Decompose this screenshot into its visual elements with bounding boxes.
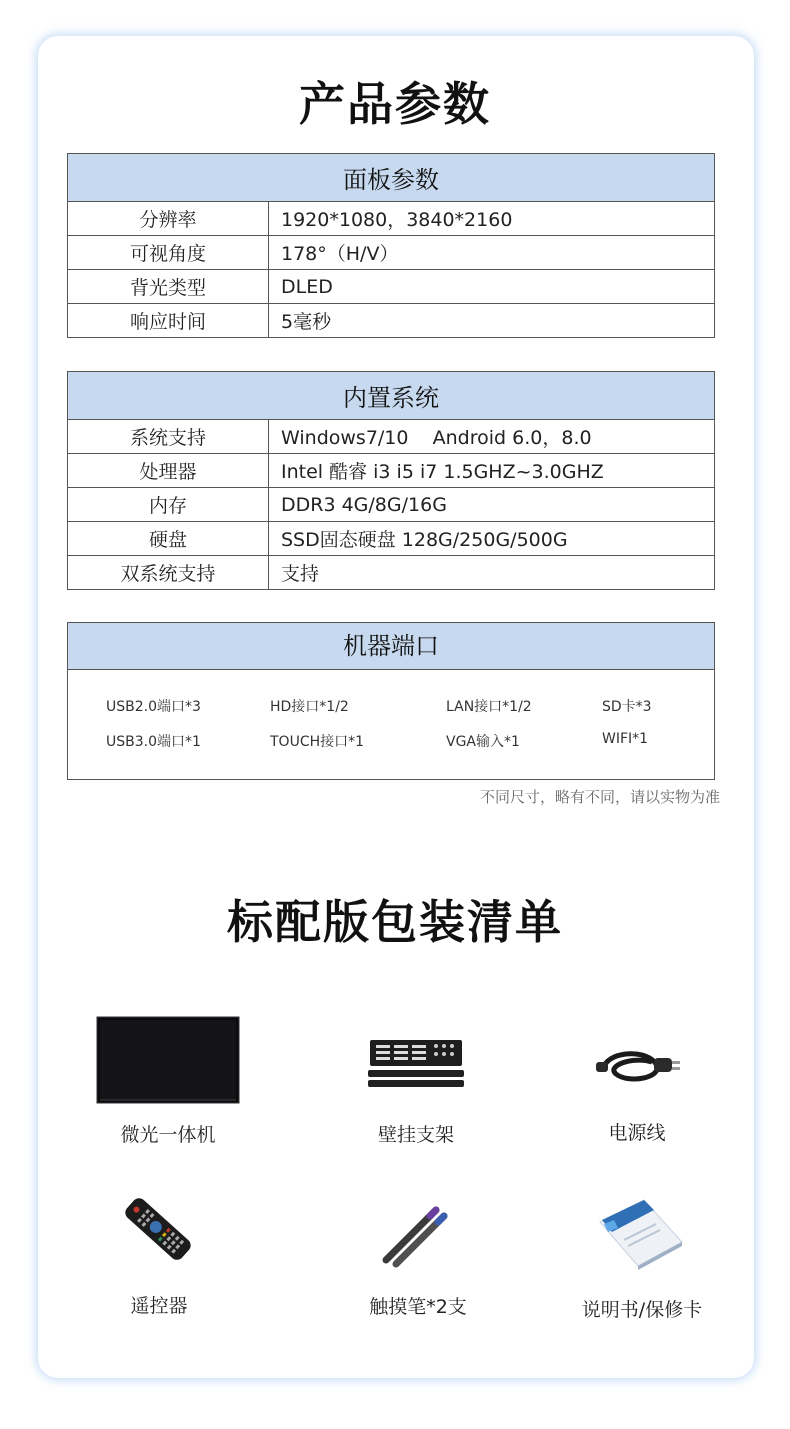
row-key: 双系统支持 [68, 556, 269, 590]
row-key: 系统支持 [68, 420, 269, 454]
row-value: Windows7/10 Android 6.0，8.0 [269, 420, 715, 454]
power-cable-icon [592, 1044, 688, 1088]
ports-box [67, 622, 715, 780]
table-header: 面板参数 [68, 154, 715, 202]
table-row [68, 420, 715, 454]
row-key: 处理器 [68, 454, 269, 488]
row-key: 可视角度 [68, 236, 269, 270]
package-item-label: 壁挂支架 [377, 1124, 454, 1146]
monitor-icon [96, 1016, 240, 1106]
port-item: USB3.0端口*1 [106, 734, 201, 750]
table-row [68, 556, 715, 590]
package-item-label: 电源线 [608, 1122, 666, 1144]
row-value: Intel 酷睿 i3 i5 i7 1.5GHZ~3.0GHZ [269, 454, 715, 488]
row-value: 178°（H/V） [269, 236, 715, 270]
size-note: 不同尺寸，略有不同，请以实物为准 [479, 788, 720, 806]
table-row [68, 454, 715, 488]
panel-params-table [67, 153, 715, 338]
system-table [67, 371, 715, 590]
table-row [68, 202, 715, 236]
table-row [68, 488, 715, 522]
row-key: 分辨率 [68, 202, 269, 236]
row-value: DDR3 4G/8G/16G [269, 488, 715, 522]
section-title-package: 标配版包装清单 [227, 895, 563, 949]
port-item: HD接口*1/2 [270, 699, 349, 715]
manual-icon [594, 1196, 686, 1272]
package-item-label: 说明书/保修卡 [581, 1299, 703, 1321]
table-header: 机器端口 [68, 623, 714, 670]
table-row [68, 522, 715, 556]
row-value: DLED [269, 270, 715, 304]
row-value: 支持 [269, 556, 715, 590]
table-row [68, 236, 715, 270]
wall-mount-icon [366, 1036, 466, 1090]
row-key: 硬盘 [68, 522, 269, 556]
port-item: USB2.0端口*3 [106, 699, 201, 715]
row-value: 1920*1080，3840*2160 [269, 202, 715, 236]
row-value: SSD固态硬盘 128G/250G/500G [269, 522, 715, 556]
package-item-label: 微光一体机 [120, 1124, 216, 1146]
port-item: LAN接口*1/2 [446, 699, 532, 715]
table-header: 内置系统 [68, 372, 715, 420]
section-title-params: 产品参数 [299, 77, 491, 131]
port-item: VGA输入*1 [446, 734, 520, 750]
row-value: 5毫秒 [269, 304, 715, 338]
remote-control-icon [118, 1190, 198, 1268]
stylus-pen-icon [378, 1204, 454, 1268]
package-item-label: 触摸笔*2支 [369, 1296, 467, 1318]
row-key: 背光类型 [68, 270, 269, 304]
port-item: SD卡*3 [602, 699, 652, 715]
port-item: WIFI*1 [602, 731, 649, 747]
package-item-label: 遥控器 [130, 1295, 188, 1317]
table-row [68, 304, 715, 338]
row-key: 响应时间 [68, 304, 269, 338]
port-item: TOUCH接口*1 [270, 734, 365, 750]
row-key: 内存 [68, 488, 269, 522]
table-row [68, 270, 715, 304]
